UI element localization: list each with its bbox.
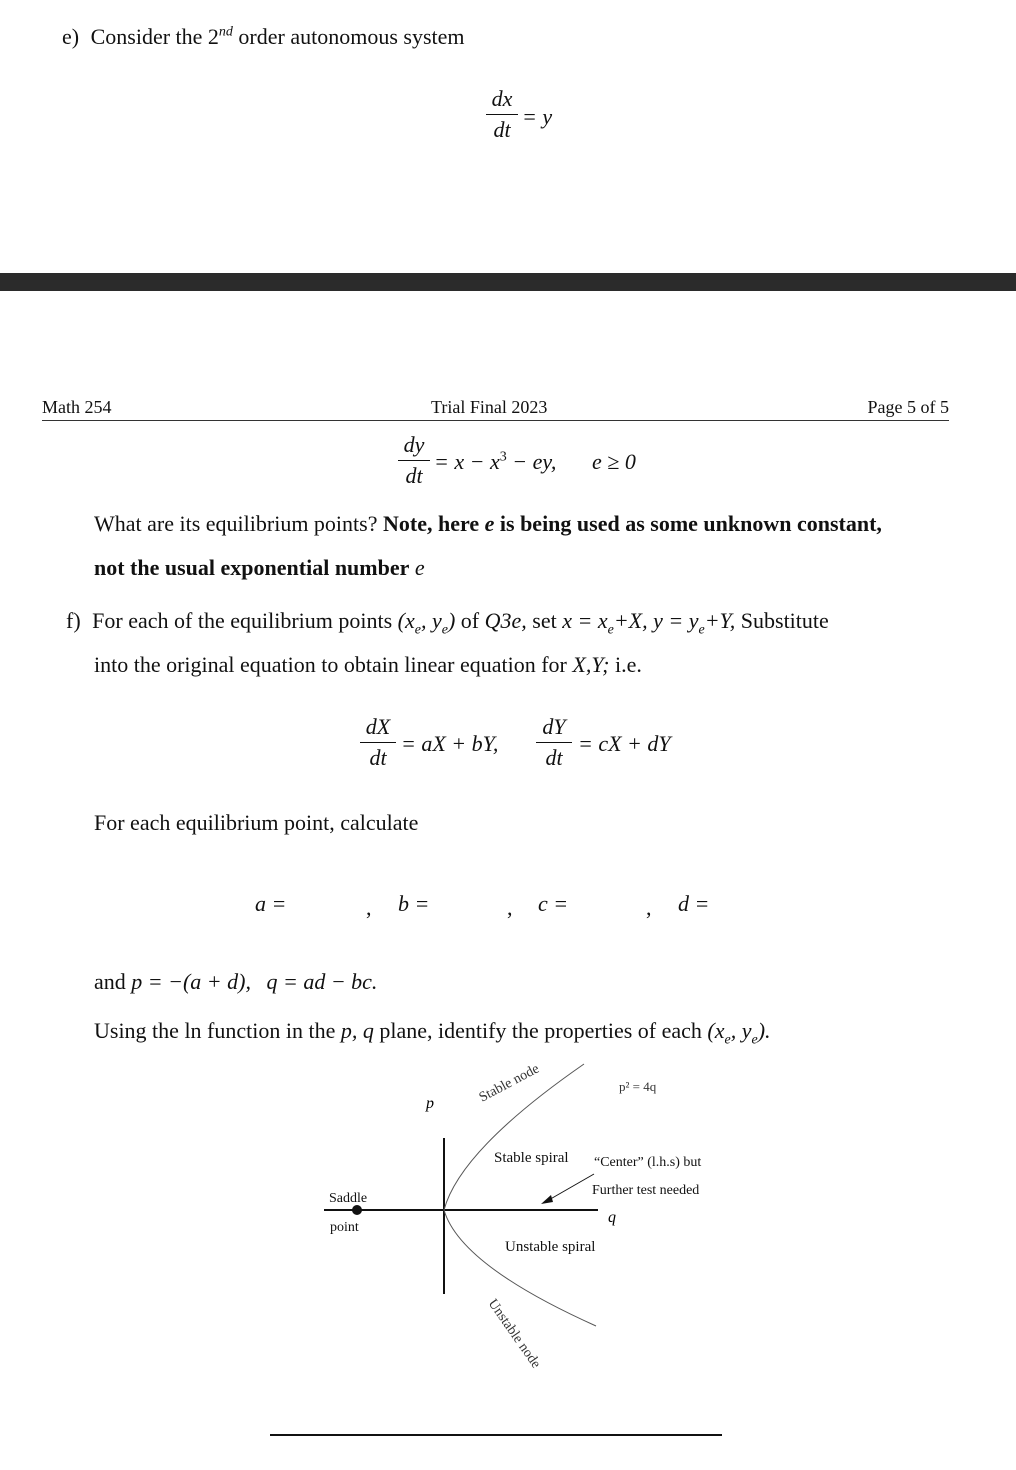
note-line-2 (94, 555, 425, 581)
question-text: What are its equilibrium points? (94, 511, 378, 536)
part-f-line-1 (66, 608, 829, 638)
eq2-denominator: dt (405, 463, 423, 488)
y-sub-e: e (698, 622, 705, 638)
part-f-line-2 (94, 652, 642, 678)
coef-a: a = (255, 891, 287, 916)
eq1-fraction-bar (486, 114, 518, 115)
p-axis-label: p (426, 1095, 434, 1112)
eq2-condition: e ≥ 0 (592, 449, 636, 474)
eq2-rhs (434, 449, 556, 475)
saddle-label: Saddle (329, 1191, 368, 1206)
eqy-denominator: dt (545, 745, 563, 770)
comma-2: , (507, 895, 513, 920)
eq2-fraction-bar (398, 460, 430, 461)
using-xe-sub: e (724, 1032, 731, 1048)
exam-title: Trial Final 2023 (431, 397, 548, 417)
xy-vars: X,Y; (572, 652, 610, 677)
eq1-numerator: dx (491, 86, 513, 111)
eq1-fraction (486, 86, 518, 143)
course-label: Math 254 (42, 397, 112, 417)
eqx-fraction (360, 714, 396, 771)
part-e-label: e) (62, 24, 80, 49)
pq-definition (94, 969, 377, 995)
part-e-text: Consider the 2 (90, 24, 219, 49)
bottom-rule (270, 1434, 722, 1436)
ye-sub: e (441, 622, 448, 638)
plus-y: +Y, (704, 608, 736, 633)
using-ln-line (94, 1018, 771, 1048)
calc-instruction: For each equilibrium point, calculate (94, 810, 419, 835)
y-sub-eq: +X, y = y (613, 608, 699, 633)
using-text-2: plane, identify the properties of each (379, 1018, 702, 1043)
center-arrow-head (541, 1195, 553, 1204)
center-note-line-2: Further test needed (592, 1183, 700, 1198)
note-line2-e: e (414, 555, 425, 580)
pq-plane: p, q (340, 1018, 374, 1043)
eqy-rhs: = cX + dY (578, 731, 671, 756)
using-xe: (x (707, 1018, 725, 1043)
note-line2-bold: not the usual exponential number (94, 555, 410, 580)
q-axis-label: q (608, 1209, 616, 1226)
using-text-1: Using the ln function in the (94, 1018, 336, 1043)
and-text: and (94, 969, 126, 994)
eqx-fraction-bar (360, 742, 396, 743)
xe-sub: e (414, 622, 421, 638)
saddle-point-label: point (330, 1220, 359, 1235)
eq2-rhs-main: = x − x (434, 449, 500, 474)
substitute-text: Substitute (740, 608, 829, 633)
unstable-node-label: Unstable node (484, 1296, 544, 1372)
part-e-heading (62, 24, 465, 50)
note-e: e (484, 511, 495, 536)
comma-3: , (646, 895, 652, 920)
xe-open: (x (397, 608, 415, 633)
eqy-fraction (536, 714, 572, 771)
eqx-numerator: dX (365, 714, 391, 739)
page-number: Page 5 of 5 (867, 397, 949, 417)
parabola-curve (444, 1064, 596, 1326)
stable-node-label: Stable node (476, 1061, 542, 1106)
comma-1: , (366, 895, 372, 920)
saddle-point-dot (352, 1205, 362, 1215)
x-sub-e: e (607, 622, 614, 638)
eq2-exponent: 3 (499, 449, 507, 465)
parabola-label: p² = 4q (619, 1079, 657, 1094)
eqx-denominator: dt (369, 745, 387, 770)
note-bold-2: is being used as some unknown constant, (499, 511, 882, 536)
coef-b: b = (398, 891, 430, 916)
eqy-numerator: dY (542, 714, 566, 739)
eq2-fraction (398, 432, 430, 489)
page-divider (0, 273, 1016, 291)
eq2-rhs-tail: − ey, (506, 449, 557, 474)
center-note-line-1: “Center” (l.h.s) but (594, 1155, 702, 1170)
eqy-fraction-bar (536, 742, 572, 743)
eq2-numerator: dy (403, 432, 425, 457)
stable-spiral-label: Stable spiral (494, 1150, 569, 1166)
using-close: ). (757, 1018, 771, 1043)
p-definition: p = −(a + d), (131, 969, 251, 994)
line2-text: into the original equation to obtain linear equation for (94, 652, 567, 677)
q3e-ref: Q3e, (484, 608, 527, 633)
using-ye-sub: e (751, 1032, 758, 1048)
coef-d: d = (678, 891, 710, 916)
paren-close: ) (447, 608, 456, 633)
part-f-text-1: For each of the equilibrium points (92, 608, 393, 633)
x-sub-eq: x = x (562, 608, 608, 633)
eq1-rhs: = y (522, 104, 553, 129)
eq1-denominator: dt (493, 117, 511, 142)
part-f-label: f) (66, 608, 81, 633)
header-rule (42, 420, 949, 421)
center-arrow-line (547, 1174, 594, 1201)
equilibrium-question (94, 511, 882, 537)
of-text: of (460, 608, 480, 633)
ie-text: i.e. (614, 652, 642, 677)
note-bold: Note, here (383, 511, 480, 536)
set-text: set (532, 608, 557, 633)
q-definition: q = ad − bc. (266, 969, 378, 994)
part-e-text-after: order autonomous system (232, 24, 465, 49)
using-ye: , y (730, 1018, 752, 1043)
unstable-spiral-label: Unstable spiral (505, 1239, 596, 1255)
pq-plane-diagram (0, 1050, 1016, 1470)
ye-text: , y (420, 608, 442, 633)
eqx-rhs: = aX + bY, (401, 731, 499, 756)
part-e-superscript: nd (218, 24, 233, 40)
coef-c: c = (538, 891, 569, 916)
